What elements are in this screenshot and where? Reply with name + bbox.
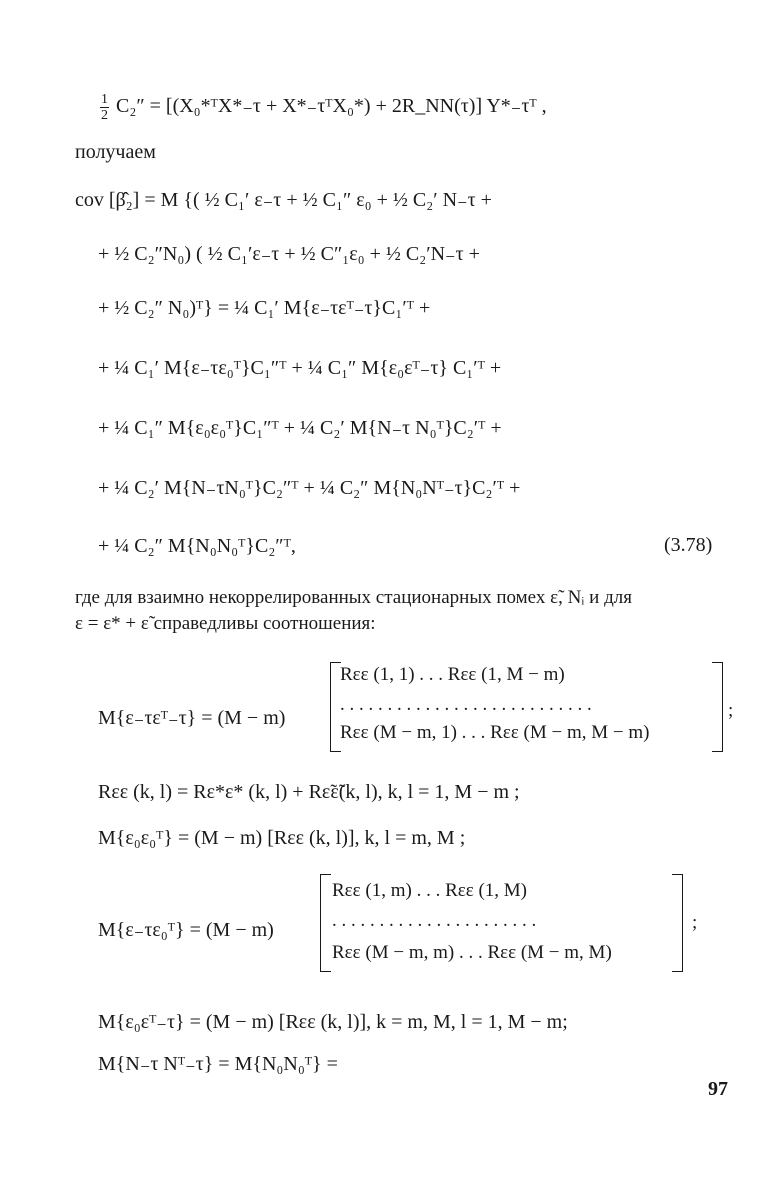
formula-line-3: cov [β̂₂] = M {( ½ C₁′ ε₋τ + ½ C₁″ ε₀ + ½ C₂′ N₋τ + xyxy=(75,189,492,211)
formula-line-9: + ¼ C₂″ M{N₀N₀ᵀ}C₂″ᵀ, xyxy=(98,535,296,557)
formula-line-8: + ¼ C₂′ M{N₋τN₀ᵀ}C₂″ᵀ + ¼ C₂″ M{N₀Nᵀ₋τ}C₂′ᵀ + xyxy=(98,477,521,499)
page-number: 97 xyxy=(708,1078,728,1100)
formula-r2: M{ε₀ε₀ᵀ} = (M − m) [Rεε (k, l)], k, l = m, M ; xyxy=(98,827,466,849)
formula-line-1 xyxy=(98,92,547,123)
fraction-half: $\frac{1}{2}$ xyxy=(101,92,108,123)
matrix1-right-bracket xyxy=(712,662,723,752)
text-poluchaem: получаем xyxy=(75,141,156,163)
formula-line-6: + ¼ C₁′ M{ε₋τε₀ᵀ}C₁″ᵀ + ¼ C₁″ M{ε₀εᵀ₋τ} C₁′ᵀ + xyxy=(98,357,502,379)
matrix2-semicolon: ; xyxy=(692,912,698,933)
formula-line-4: + ½ C₂″N₀) ( ½ C₁′ε₋τ + ½ C″₁ε₀ + ½ C₂′N₋τ + xyxy=(98,243,480,265)
paragraph-line-2: ε = ε* + ε̃ справедливы соотношения: xyxy=(75,613,376,634)
matrix2-lhs: M{ε₋τε₀ᵀ} = (M − m) xyxy=(98,919,274,941)
formula-r4: M{N₋τ Nᵀ₋τ} = M{N₀N₀ᵀ} = xyxy=(98,1053,338,1075)
formula-r3: M{ε₀εᵀ₋τ} = (M − m) [Rεε (k, l)], k = m, M, l = 1, M − m; xyxy=(98,1011,568,1033)
matrix1-row-3: Rεε (M − m, 1) . . . Rεε (M − m, M − m) xyxy=(340,722,650,743)
equation-number: (3.78) xyxy=(664,534,713,556)
matrix1-row-1: Rεε (1, 1) . . . Rεε (1, M − m) xyxy=(340,664,565,685)
formula-r1: Rεε (k, l) = Rε*ε* (k, l) + Rε̃ε̃(k, l), k, l = 1, M − m ; xyxy=(98,781,520,803)
matrix2-row-3: Rεε (M − m, m) . . . Rεε (M − m, M) xyxy=(332,942,612,963)
paragraph-line-1: где для взаимно некоррелированных стационарных помех ε̃, Nᵢ и для xyxy=(75,587,632,608)
matrix2-row-1: Rεε (1, m) . . . Rεε (1, M) xyxy=(332,880,527,901)
matrix2-row-2: . . . . . . . . . . . . . . . . . . . . . . xyxy=(332,910,537,931)
matrix1-lhs: M{ε₋τεᵀ₋τ} = (M − m) xyxy=(98,707,286,729)
matrix2-left-bracket xyxy=(320,874,331,972)
formula-text: C₂″ = [(X₀*ᵀX*₋τ + X*₋τᵀX₀*) + 2R_NN(τ)] Y*₋τᵀ , xyxy=(116,95,547,118)
formula-line-7: + ¼ C₁″ M{ε₀ε₀ᵀ}C₁″ᵀ + ¼ C₂′ M{N₋τ N₀ᵀ}C₂′ᵀ + xyxy=(98,417,502,439)
formula-line-5: + ½ C₂″ N₀)ᵀ} = ¼ C₁′ M{ε₋τεᵀ₋τ}C₁′ᵀ + xyxy=(98,297,431,319)
matrix2-right-bracket xyxy=(672,874,683,972)
matrix1-row-2: . . . . . . . . . . . . . . . . . . . . . . . . . . . xyxy=(340,694,592,715)
matrix1-semicolon: ; xyxy=(728,700,734,721)
